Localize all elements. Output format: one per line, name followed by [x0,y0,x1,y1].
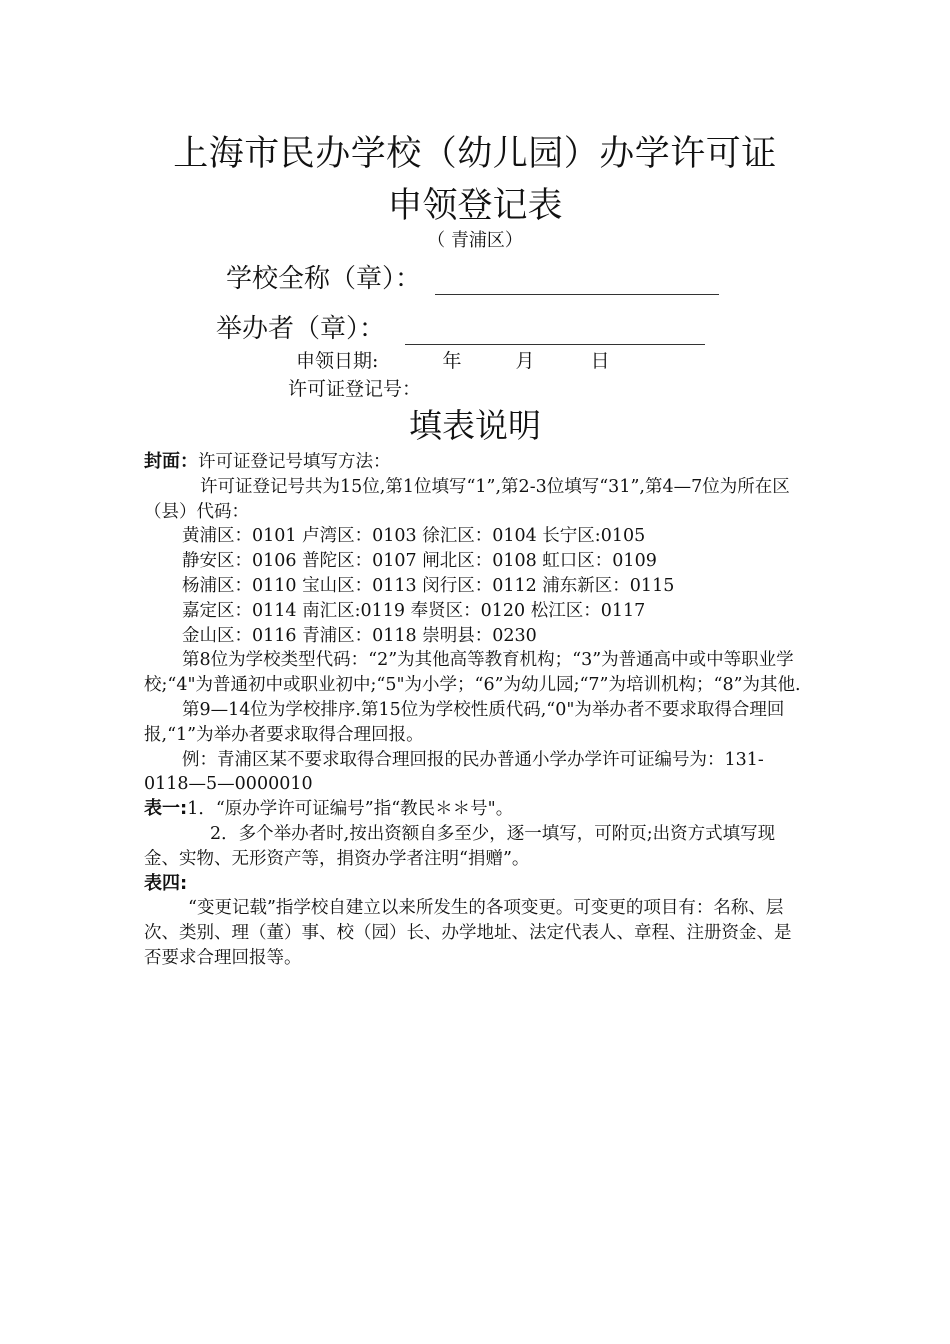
table1-section [144,797,808,822]
cover-section [144,450,808,475]
district-code-row: 黄浦区：0101 卢湾区：0103 徐汇区：0104 长宁区:0105 [182,526,646,547]
sponsor-blank [405,320,705,345]
date-year: 年 [442,350,462,372]
table1-item-2: 2．多个举办者时,按出资额自多至少，逐一填写，可附页;出资方式填写现金、实物、无形资产等，捐资办学者注明“捐赠”。 [144,823,776,869]
district-code-row: 静安区：0106 普陀区：0107 闸北区：0108 虹口区：0109 [182,551,657,572]
document-subtitle: 申领登记表 [387,186,563,226]
district-code-list [144,524,808,648]
school-name-field [226,258,719,295]
table4-section [144,872,808,897]
table4-label: 表四: [144,872,188,894]
cover-label: 封面： [144,451,198,472]
sponsor-label: 举办者（章）： [216,314,386,344]
cover-paragraph-4: 例：青浦区某不要求取得合理回报的民办普通小学办学许可证编号为：131-0118—5—0000010 [144,749,764,795]
cover-paragraph-2: 第8位为学校类型代码：“2”为其他高等教育机构；“3”为普通高中或中等职业学校;“4"为普通初中或职业初中;“5"为小学；“6”为幼儿园;“7”为培训机构；“8”为其他. [144,650,801,696]
date-month: 月 [515,350,535,372]
sponsor-field [216,308,705,345]
cover-intro: 许可证登记号填写方法： [198,452,391,472]
application-date [296,346,610,373]
table4-text: “变更记载”指学校自建立以来所发生的各项变更。可变更的项目有：名称、层次、类别、理（董）事、校（园）长、办学地址、法定代表人、章程、注册资金、是否要求合理回报等。 [144,898,792,968]
school-name-label: 学校全称（章）： [226,264,422,294]
document-title: 上海市民办学校（幼儿园）办学许可证 [173,134,777,174]
instructions-body [144,450,808,971]
district-code-row: 嘉定区：0114 南汇区:0119 奉贤区：0120 松江区：0117 [182,600,646,621]
date-day: 日 [590,350,610,372]
district-label: （ 青浦区） [427,230,523,251]
table1-item-1: 1．“原办学许可证编号”指“教民＊＊号"。 [187,799,514,820]
cover-paragraph-3: 第9—14位为学校排序.第15位为学校性质代码,“0"为举办者不要求取得合理回报,“1”为举办者要求取得合理回报。 [144,699,785,745]
school-name-blank [435,270,719,295]
instructions-heading: 填表说明 [409,406,541,445]
date-label: 申领日期: [296,350,379,372]
district-code-row: 金山区：0116 青浦区：0118 崇明县：0230 [182,625,537,646]
table1-label: 表一: [144,798,188,820]
cover-paragraph-1: 许可证登记号共为15位,第1位填写“1”,第2-3位填写“31”,第4—7位为所在区（县）代码： [144,476,790,522]
district-code-row: 杨浦区：0110 宝山区：0113 闵行区：0112 浦东新区：0115 [182,575,675,596]
license-reg-number-label: 许可证登记号： [288,378,422,400]
